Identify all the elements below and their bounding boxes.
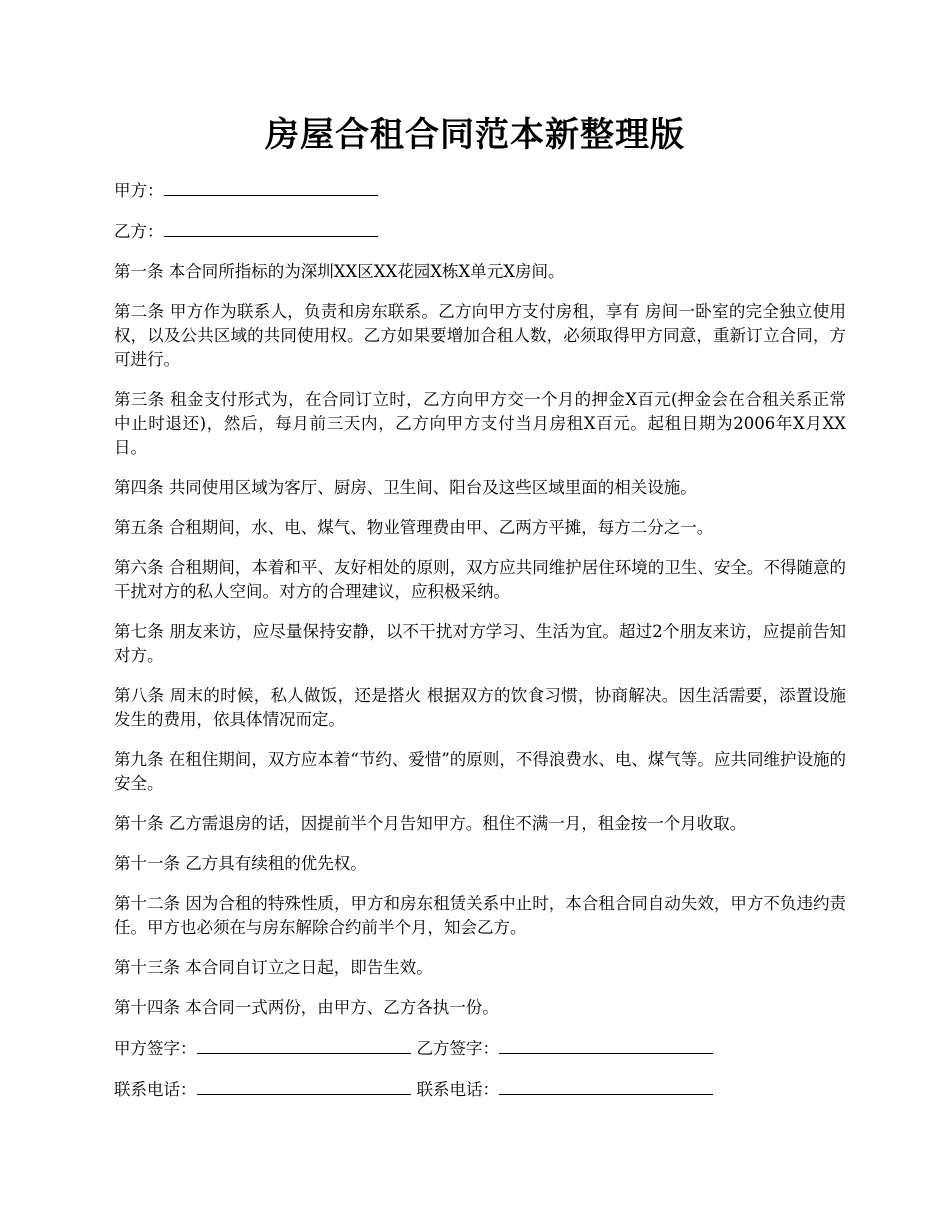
- article-9: 第九条 在租住期间，双方应本着“节约、爱惜”的原则，不得浪费水、电、煤气等。应共同维护设施的安全。: [114, 750, 846, 793]
- article-12: 第十二条 因为合租的特殊性质，甲方和房东租赁关系中止时，本合租合同自动失效，甲方不负违约责任。甲方也必须在与房东解除合约前半个月，知会乙方。: [114, 894, 846, 937]
- article-13: 第十三条 本合同自订立之日起，即告生效。: [114, 958, 433, 977]
- party-b-line: [114, 219, 846, 244]
- party-a-phone-label: 联系电话：: [114, 1080, 197, 1099]
- article-8: 第八条 周末的时候，私人做饭，还是搭火 根据双方的饮食习惯，协商解决。因生活需要，添置设施发生的费用，依具体情况而定。: [114, 686, 846, 729]
- article-7: 第七条 朋友来访，应尽量保持安静，以不干扰对方学习、生活为宜。超过2个朋友来访，应提前告知对方。: [114, 622, 846, 665]
- article-4: 第四条 共同使用区域为客厅、厨房、卫生间、阳台及这些区域里面的相关设施。: [114, 478, 697, 497]
- party-b-phone-label: 联系电话：: [416, 1080, 499, 1099]
- party-b-sign-label: 乙方签字：: [416, 1039, 499, 1058]
- article-2: 第二条 甲方作为联系人，负责和房东联系。乙方向甲方支付房租，享有 房间一卧室的完全独立使用权，以及公共区域的共同使用权。乙方如果要增加合租人数，必须取得甲方同意，重新订立合同，方可进行。: [114, 302, 846, 369]
- party-a-phone-blank: [197, 1077, 411, 1095]
- party-b-blank: [164, 219, 378, 237]
- signature-row: [114, 1036, 846, 1061]
- phone-row: [114, 1077, 846, 1102]
- party-a-sign-blank: [197, 1036, 411, 1054]
- party-b-label: 乙方：: [114, 222, 164, 241]
- article-6: 第六条 合租期间，本着和平、友好相处的原则，双方应共同维护居住环境的卫生、安全。不得随意的干扰对方的私人空间。对方的合理建议，应积极采纳。: [114, 558, 846, 601]
- party-b-sign-blank: [499, 1036, 713, 1054]
- article-11: 第十一条 乙方具有续租的优先权。: [114, 854, 367, 873]
- document-body: [114, 178, 846, 1118]
- article-3: 第三条 租金支付形式为，在合同订立时，乙方向甲方交一个月的押金X百元(押金会在合租关系正常中止时退还)，然后，每月前三天内，乙方向甲方支付当月房租X百元。起租日期为2006年X月XX日。: [114, 390, 846, 457]
- party-a-label: 甲方：: [114, 181, 164, 200]
- article-14: 第十四条 本合同一式两份，由甲方、乙方各执一份。: [114, 998, 499, 1017]
- document-title: 房屋合租合同范本新整理版: [265, 115, 685, 155]
- party-b-phone-blank: [499, 1077, 713, 1095]
- article-10: 第十条 乙方需退房的话，因提前半个月告知甲方。租住不满一月，租金按一个月收取。: [114, 814, 747, 833]
- party-a-sign-label: 甲方签字：: [114, 1039, 197, 1058]
- article-5: 第五条 合租期间，水、电、煤气、物业管理费由甲、乙两方平摊，每方二分之一。: [114, 518, 714, 537]
- article-1: 第一条 本合同所指标的为深圳XX区XX花园X栋X单元X房间。: [114, 262, 565, 281]
- party-a-line: [114, 178, 846, 203]
- party-a-blank: [164, 178, 378, 196]
